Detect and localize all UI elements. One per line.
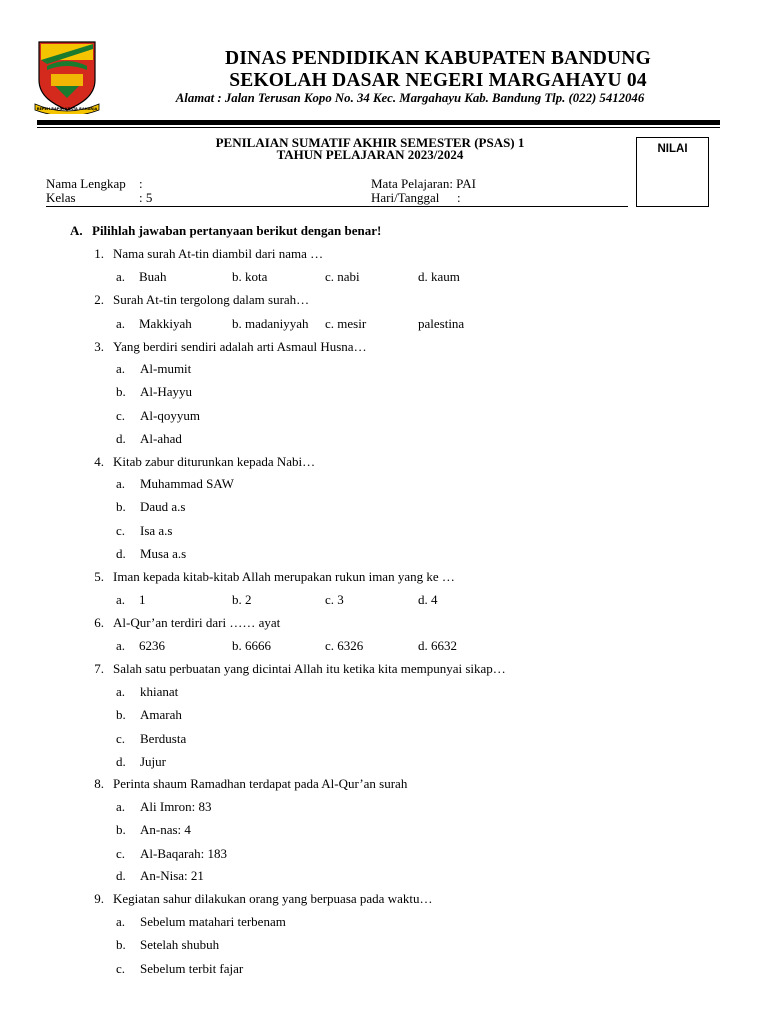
- question-number: 8.: [94, 776, 104, 791]
- option-letter: a.: [116, 684, 126, 699]
- option-letter: d.: [116, 431, 126, 446]
- option-text: Al-Baqarah: 183: [140, 846, 228, 861]
- letterhead-rule-thick: [37, 120, 720, 125]
- option-d: d. 6632: [418, 638, 457, 653]
- option-text: Al-qoyyum: [140, 408, 200, 423]
- option-text: Ali Imron: 83: [140, 799, 212, 814]
- option-text: Sebelum matahari terbenam: [140, 914, 286, 929]
- option-letter: c.: [116, 846, 126, 861]
- option-text: Jujur: [140, 754, 166, 769]
- option-text: Setelah shubuh: [140, 937, 220, 952]
- logo-motto: REPEH RAPIH KERTA RAHARJA: [36, 107, 98, 111]
- option-d: d. 4: [418, 592, 438, 607]
- date-label: Hari/Tanggal: [371, 190, 440, 205]
- option-letter: d.: [116, 754, 126, 769]
- option-b: b. 6666: [232, 638, 271, 653]
- option-text: khianat: [140, 684, 179, 699]
- date-colon: :: [457, 190, 461, 205]
- option-text: Musa a.s: [140, 546, 187, 561]
- question-number: 4.: [94, 454, 104, 469]
- option-letter: b.: [116, 499, 126, 514]
- option-b: b. 2: [232, 592, 252, 607]
- question-text: Kegiatan sahur dilakukan orang yang berpuasa pada waktu…: [113, 891, 433, 906]
- option-text: Berdusta: [140, 731, 187, 746]
- class-value: : 5: [139, 190, 153, 205]
- score-label: NILAI: [657, 143, 688, 155]
- school-address: Alamat : Jalan Terusan Kopo No. 34 Kec. Margahayu Kab. Bandung Tlp. (022) 5412046: [175, 91, 645, 105]
- option-a: 6236: [139, 638, 165, 653]
- question-text: Yang berdiri sendiri adalah arti Asmaul Husna…: [113, 339, 367, 354]
- option-text: An-nas: 4: [140, 822, 191, 837]
- option-text: Amarah: [140, 707, 182, 722]
- question-text: Perinta shaum Ramadhan terdapat pada Al-Qur’an surah: [113, 776, 408, 791]
- option-letter: a.: [116, 592, 126, 607]
- name-colon: :: [139, 176, 143, 191]
- option-text: Sebelum terbit fajar: [140, 961, 244, 976]
- option-text: Al-ahad: [140, 431, 182, 446]
- question-number: 9.: [94, 891, 104, 906]
- question-number: 2.: [94, 292, 104, 307]
- option-text: Isa a.s: [140, 523, 173, 538]
- option-text: Al-Hayyu: [140, 384, 192, 399]
- option-letter: c.: [116, 408, 126, 423]
- question-text: Surah At-tin tergolong dalam surah…: [113, 292, 310, 307]
- option-letter: a.: [116, 316, 126, 331]
- option-letter: a.: [116, 269, 126, 284]
- section-letter: A.: [70, 223, 83, 238]
- option-letter: b.: [116, 384, 126, 399]
- option-c: c. mesir: [325, 316, 367, 331]
- question-text: Iman kepada kitab-kitab Allah merupakan rukun iman yang ke …: [113, 569, 455, 584]
- option-text: Al-mumit: [140, 361, 192, 376]
- option-b: b. madaniyyah: [232, 316, 309, 331]
- school-name: SEKOLAH DASAR NEGERI MARGAHAYU 04: [229, 70, 647, 91]
- question-number: 3.: [94, 339, 104, 354]
- question-number: 1.: [94, 246, 104, 261]
- question-number: 7.: [94, 661, 104, 676]
- option-text: An-Nisa: 21: [140, 868, 204, 883]
- option-c: c. nabi: [325, 269, 360, 284]
- kabupaten-bandung-emblem: [33, 40, 101, 114]
- option-letter: b.: [116, 707, 126, 722]
- option-c: c. 6326: [325, 638, 364, 653]
- exam-title: PENILAIAN SUMATIF AKHIR SEMESTER (PSAS) 1: [215, 135, 525, 150]
- letterhead-rule-thin: [37, 127, 720, 128]
- option-letter: a.: [116, 799, 126, 814]
- subject-field: Mata Pelajaran: PAI: [371, 176, 476, 191]
- option-letter: c.: [116, 961, 126, 976]
- class-label: Kelas: [46, 190, 76, 205]
- option-letter: b.: [116, 822, 126, 837]
- option-letter: d.: [116, 868, 126, 883]
- option-d: palestina: [418, 316, 465, 331]
- section-heading: [70, 223, 381, 239]
- exam-year: TAHUN PELAJARAN 2023/2024: [276, 147, 464, 162]
- option-letter: a.: [116, 638, 126, 653]
- option-d: d. kaum: [418, 269, 460, 284]
- option-letter: d.: [116, 546, 126, 561]
- option-letter: b.: [116, 937, 126, 952]
- section-title: Pilihlah jawaban pertanyaan berikut dengan benar!: [92, 223, 382, 238]
- identity-rule: [46, 206, 628, 207]
- question-text: Al-Qur’an terdiri dari …… ayat: [113, 615, 281, 630]
- option-letter: c.: [116, 731, 126, 746]
- question-text: Kitab zabur diturunkan kepada Nabi…: [113, 454, 316, 469]
- name-label: Nama Lengkap: [46, 176, 126, 191]
- question-text: Nama surah At-tin diambil dari nama …: [113, 246, 324, 261]
- office-name: DINAS PENDIDIKAN KABUPATEN BANDUNG: [225, 48, 651, 69]
- option-a: Buah: [139, 269, 167, 284]
- question-number: 6.: [94, 615, 104, 630]
- option-letter: c.: [116, 523, 126, 538]
- option-letter: a.: [116, 476, 126, 491]
- option-letter: a.: [116, 914, 126, 929]
- option-text: Muhammad SAW: [140, 476, 234, 491]
- option-b: b. kota: [232, 269, 268, 284]
- option-letter: a.: [116, 361, 126, 376]
- option-text: Daud a.s: [140, 499, 186, 514]
- option-c: c. 3: [325, 592, 344, 607]
- score-box: [636, 137, 709, 207]
- question-text: Salah satu perbuatan yang dicintai Allah itu ketika kita mempunyai sikap…: [113, 661, 506, 676]
- option-a: Makkiyah: [139, 316, 192, 331]
- question-number: 5.: [94, 569, 104, 584]
- option-a: 1: [139, 592, 146, 607]
